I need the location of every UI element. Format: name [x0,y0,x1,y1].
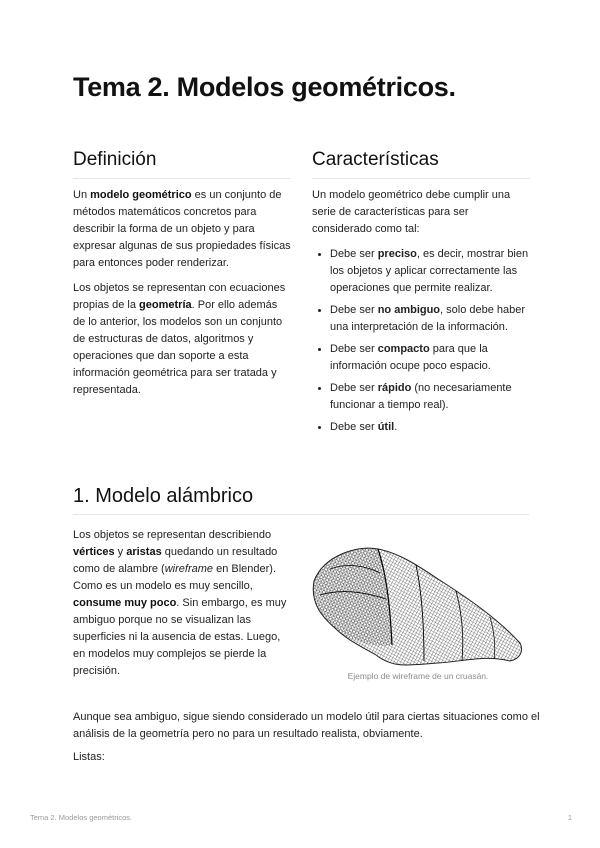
text-run: , es decir, mostrar bien los objetos y aplicar correctamente las operaciones que permite realizar. [330,248,529,294]
page-title: Tema 2. Modelos geométricos. [73,72,456,102]
wireframe-croissant-image [306,533,530,669]
text-run: , solo debe haber una interpretación de la información. [330,304,526,333]
alambrico-text [73,527,291,680]
caracteristicas-heading: Características [312,148,530,179]
text-run: Debe ser [330,343,378,355]
text-run: Un [73,189,91,201]
alambrico-paragraph-2: Aunque sea ambiguo, sigue siendo considerado un modelo útil para ciertas situaciones como el análisis de la geometría pero no para un resultado realista, obviamente. [73,711,540,740]
text-run: Debe ser [330,382,378,394]
definicion-paragraph-1 [73,187,291,272]
list-item [330,380,530,414]
footer-title: Tema 2. Modelos geométricos. [30,813,133,822]
alambrico-closing [73,709,543,766]
list-item [330,246,530,297]
text-run: (no necesariamente funcionar a tiempo real). [330,382,512,411]
list-item [330,419,530,436]
text-run: y [114,546,127,558]
text-run: Debe ser [330,304,378,316]
alambrico-heading-block [73,485,529,515]
caracteristicas-section [312,148,530,441]
definicion-heading: Definición [73,148,291,179]
bold-text: modelo geométrico [90,189,192,201]
list-item [330,341,530,375]
bold-text: útil [377,421,395,433]
bold-text: rápido [377,382,412,394]
text-run: . Por ello además de lo anterior, los modelos son un conjunto de estructuras de datos, algoritmos y operaciones que dan soporte a esta información geométrica para ser tratada y representada. [73,299,283,396]
bold-text: compacto [377,343,430,355]
italic-text: wireframe [164,563,214,575]
bold-text: aristas [126,546,162,558]
definicion-section [73,148,291,399]
bold-text: consume muy poco [73,597,177,609]
caracteristicas-intro: Un modelo geométrico debe cumplir una serie de características para ser considerado como tal: [312,189,511,235]
text-run: . Sin embargo, es muy ambiguo porque no se visualizan las superficies ni la ausencia de estas. Luego, en modelos muy complejos se pierde la precisión. [73,597,287,677]
bold-text: vértices [73,546,115,558]
text-run: Debe ser [330,248,378,260]
text-run: Los objetos se representan con ecuaciones propias de la [73,282,286,311]
text-run: para que la información ocupe poco espacio. [330,343,491,372]
alambrico-heading: 1. Modelo alámbrico [73,485,529,515]
page-number: 1 [567,813,572,822]
text-run: quedando un resultado como de alambre ( [73,546,278,575]
figure-caption: Ejemplo de wireframe de un cruasán. [347,671,489,681]
text-run: . [394,421,398,433]
wireframe-figure [306,533,530,681]
text-run: es un conjunto de métodos matemáticos concretos para describir la forma de un objeto y para expresar algunas de sus propiedades físicas para entonces poder renderizar. [73,189,291,269]
bold-text: geometría [139,299,192,311]
alambrico-paragraph-1 [73,527,291,680]
text-run: Los objetos se representan describiendo [73,529,272,541]
definicion-paragraph-2 [73,280,291,399]
caracteristicas-list [312,246,530,436]
bold-text: no ambiguo [377,304,441,316]
text-run: Debe ser [330,421,378,433]
bold-text: preciso [377,248,417,260]
page-footer [30,813,572,822]
list-item [330,302,530,336]
text-run: en Blender). Como es un modelo es muy sencillo, [73,563,276,592]
listas-label: Listas: [73,751,105,763]
